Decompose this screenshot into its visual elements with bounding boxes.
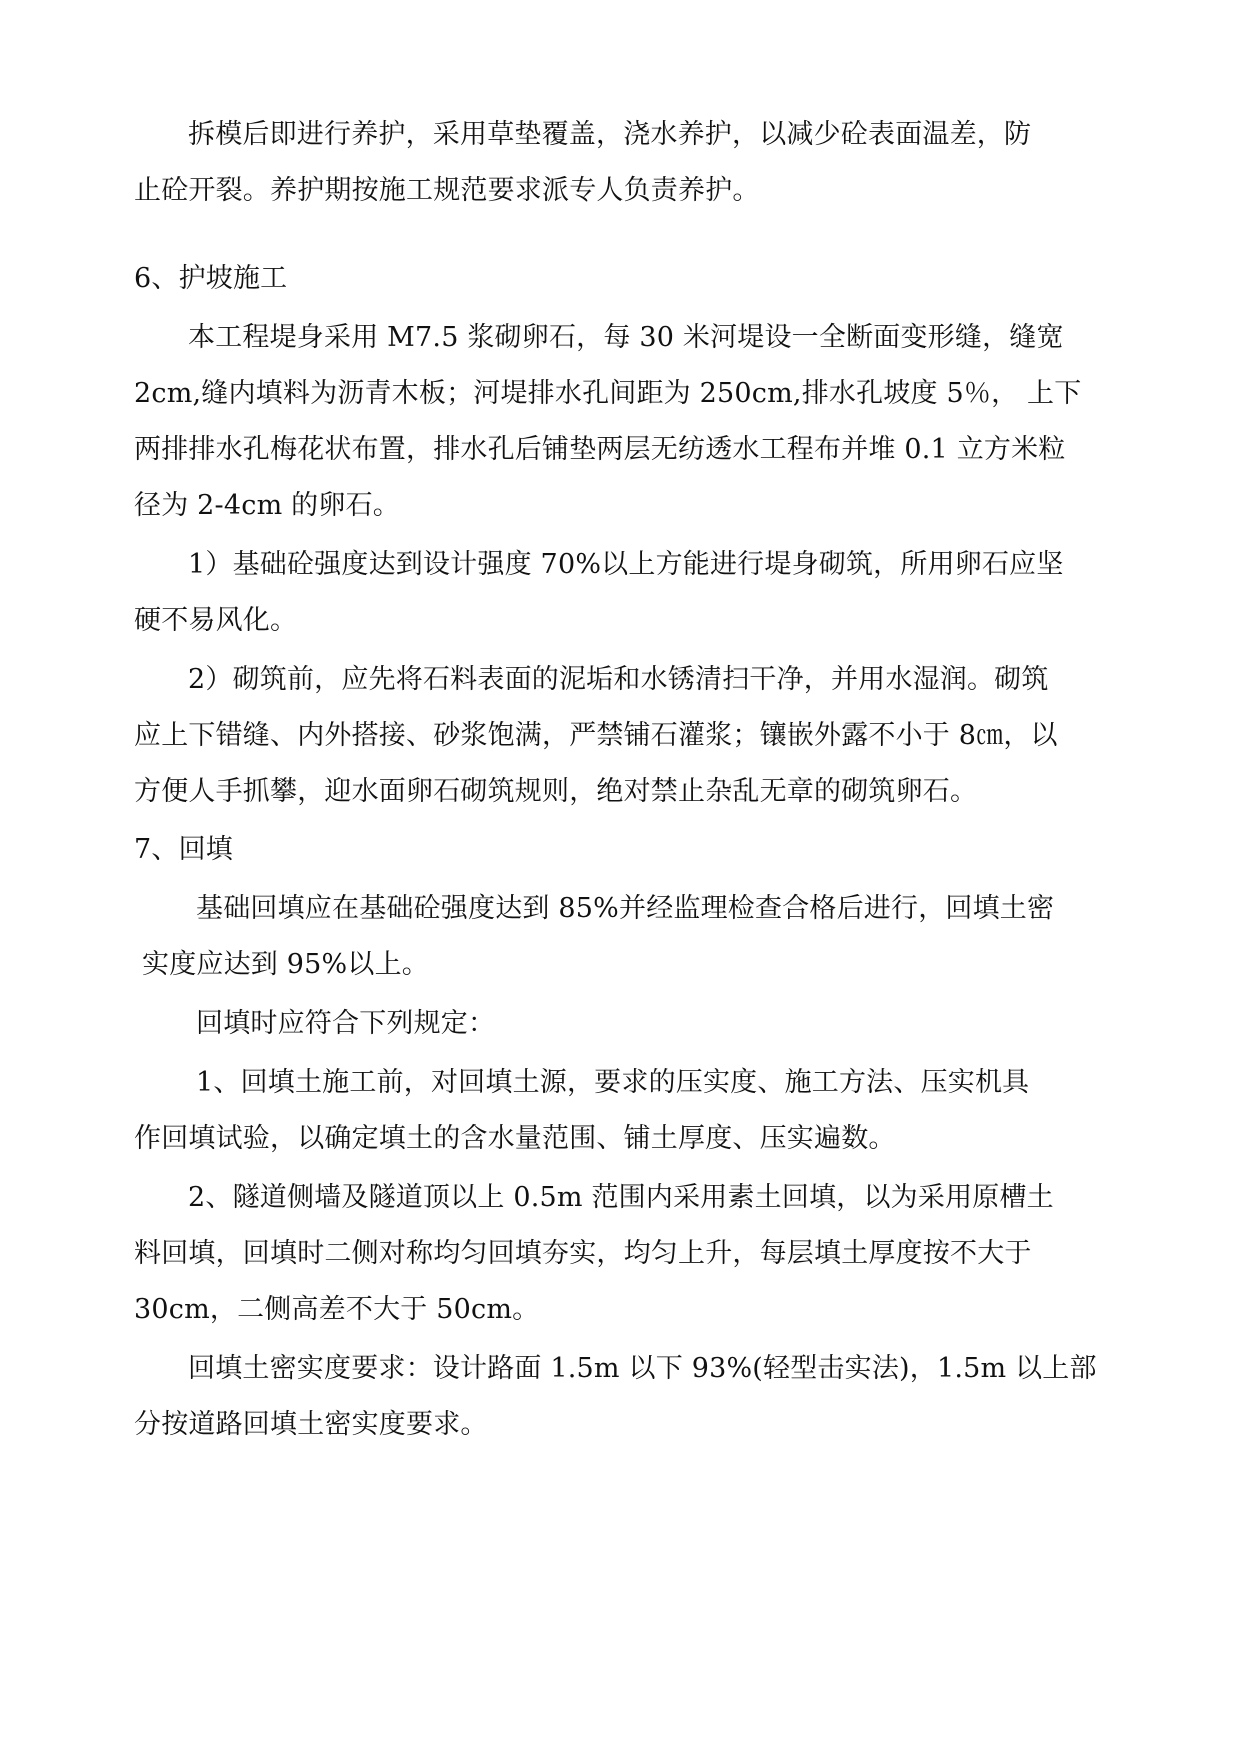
paragraph-line-9: 2）砌筑前，应先将石料表面的泥垢和水锈清扫干净，并用水湿润。砌筑 (188, 664, 1049, 695)
paragraph-line-16: 作回填试验，以确定填土的含水量范围、铺土厚度、压实遍数。 (134, 1123, 896, 1154)
paragraph-line-6: 径为 2-4cm 的卵石。 (134, 490, 400, 521)
paragraph-line-2: 止砼开裂。养护期按施工规范要求派专人负责养护。 (134, 175, 760, 206)
paragraph-line-13: 实度应达到 95%以上。 (142, 949, 429, 980)
paragraph-line-14: 回填时应符合下列规定： (196, 1008, 496, 1039)
paragraph-line-10: 应上下错缝、内外搭接、砂浆饱满，严禁铺石灌浆；镶嵌外露不小于 8㎝，以 (134, 720, 1058, 751)
paragraph-line-21: 分按道路回填土密实度要求。 (134, 1409, 488, 1440)
paragraph-line-18: 料回填，回填时二侧对称均匀回填夯实，均匀上升，每层填土厚度按不大于 (134, 1238, 1032, 1269)
paragraph-line-12: 基础回填应在基础砼强度达到 85%并经监理检查合格后进行，回填土密 (196, 893, 1055, 924)
paragraph-line-3: 本工程堤身采用 M7.5 浆砌卵石，每 30 米河堤设一全断面变形缝，缝宽 (188, 322, 1064, 353)
paragraph-line-20: 回填土密实度要求：设计路面 1.5m 以下 93%(轻型击实法)，1.5m 以上部 (188, 1353, 1097, 1384)
section-heading-slope-protection: 6、护坡施工 (134, 263, 288, 294)
paragraph-line-4: 2cm,缝内填料为沥青木板；河堤排水孔间距为 250cm,排水孔坡度 5％， 上下 (134, 378, 1082, 409)
paragraph-line-7: 1）基础砼强度达到设计强度 70%以上方能进行堤身砌筑，所用卵石应坚 (188, 549, 1064, 580)
paragraph-line-8: 硬不易风化。 (134, 605, 298, 636)
paragraph-line-1: 拆模后即进行养护，采用草垫覆盖，浇水养护，以减少砼表面温差，防 (188, 119, 1032, 150)
paragraph-line-5: 两排排水孔梅花状布置，排水孔后铺垫两层无纺透水工程布并堆 0.1 立方米粒 (134, 434, 1066, 465)
paragraph-line-15: 1、回填土施工前，对回填土源，要求的压实度、施工方法、压实机具 (196, 1067, 1030, 1098)
paragraph-line-11: 方便人手抓攀，迎水面卵石砌筑规则，绝对禁止杂乱无章的砌筑卵石。 (134, 776, 978, 807)
section-heading-backfill: 7、回填 (134, 834, 233, 865)
paragraph-line-17: 2、隧道侧墙及隧道顶以上 0.5m 范围内采用素土回填，以为采用原槽土 (188, 1182, 1054, 1213)
paragraph-line-19: 30cm，二侧高差不大于 50cm。 (134, 1294, 540, 1325)
